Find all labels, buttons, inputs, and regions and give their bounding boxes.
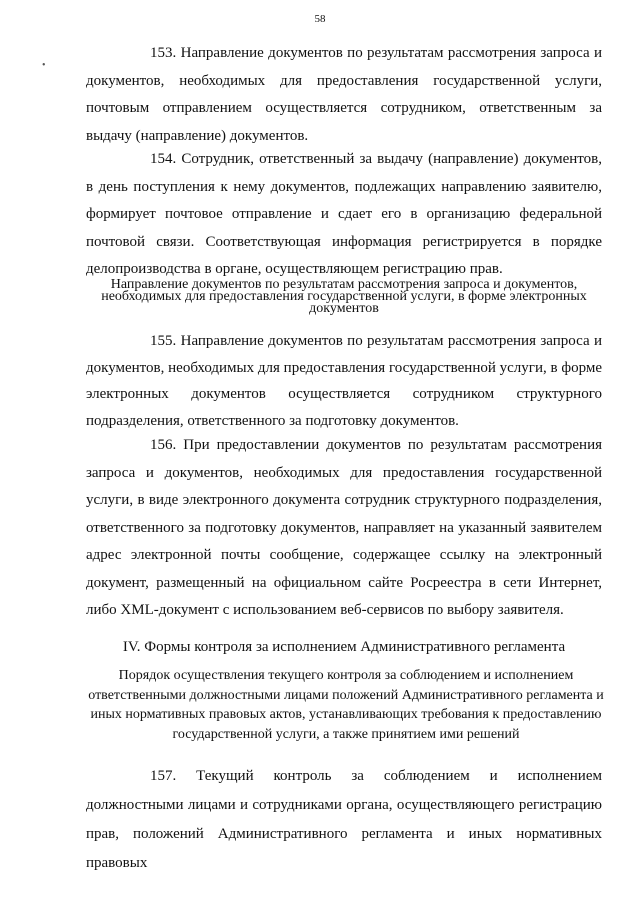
subheading-electronic-documents: Направление документов по результатам рассмотрения запроса и документов, необходимых для предоставления государственной услуги, в форме электронных документов xyxy=(101,277,587,316)
section-title: IV. Формы контроля за исполнением Административного регламента xyxy=(122,639,566,655)
paragraph-153-block xyxy=(86,40,602,150)
paragraph-156-block xyxy=(86,432,602,625)
paragraph-154: 154. Сотрудник, ответственный за выдачу (направление) документов, в день поступления к нему документов, подлежащих направлению заявителю, формирует почтовое отправление и сдает его в организацию федеральной почтовой связи. Соответствующая информация регистрируется в порядке делопроизводства в органе, осуществляющем регистрацию прав. xyxy=(86,151,602,277)
page-number: 58 xyxy=(314,13,326,25)
paragraph-153: 153. Направление документов по результатам рассмотрения запроса и документов, необходимых для предоставления государственной услуги, почтовым отправлением осуществляется сотрудником, ответственным за выдачу (направление) документов. xyxy=(86,45,602,144)
paragraph-154-block xyxy=(86,146,602,284)
scan-dot-mark: • xyxy=(42,60,46,71)
paragraph-156: 156. При предоставлении документов по результатам рассмотрения запроса и документов, необходимых для предоставления государственной услуги, в виде электронного документа сотрудник структурного подразделения, ответственного за подготовку документов, направляет на указанный заявителем адрес электронной почты сообщение, содержащее ссылку на электронный документ, размещенный на официальном сайте Росреестра в сети Интернет, либо XML-документ с использованием веб-сервисов по выбору заявителя. xyxy=(86,437,602,618)
paragraph-157-block xyxy=(86,762,602,878)
subheading-control-order: Порядок осуществления текущего контроля за соблюдением и исполнением ответственными должностными лицами положений Административного регламента и иных нормативных правовых актов, устанавливающих требования к предоставлению государственной услуги, а также принятием ими решений xyxy=(88,668,604,742)
paragraph-155-block xyxy=(86,328,602,434)
paragraph-155: 155. Направление документов по результатам рассмотрения запроса и документов, необходимых для предоставления государственной услуги, в форме электронных документов осуществляется сотрудником структурного подразделения, ответственного за подготовку документов. xyxy=(86,333,602,429)
paragraph-157: 157. Текущий контроль за соблюдением и исполнением должностными лицами и сотрудниками органа, осуществляющего регистрацию прав, положений Административного регламента и иных нормативных правовых xyxy=(86,768,602,871)
